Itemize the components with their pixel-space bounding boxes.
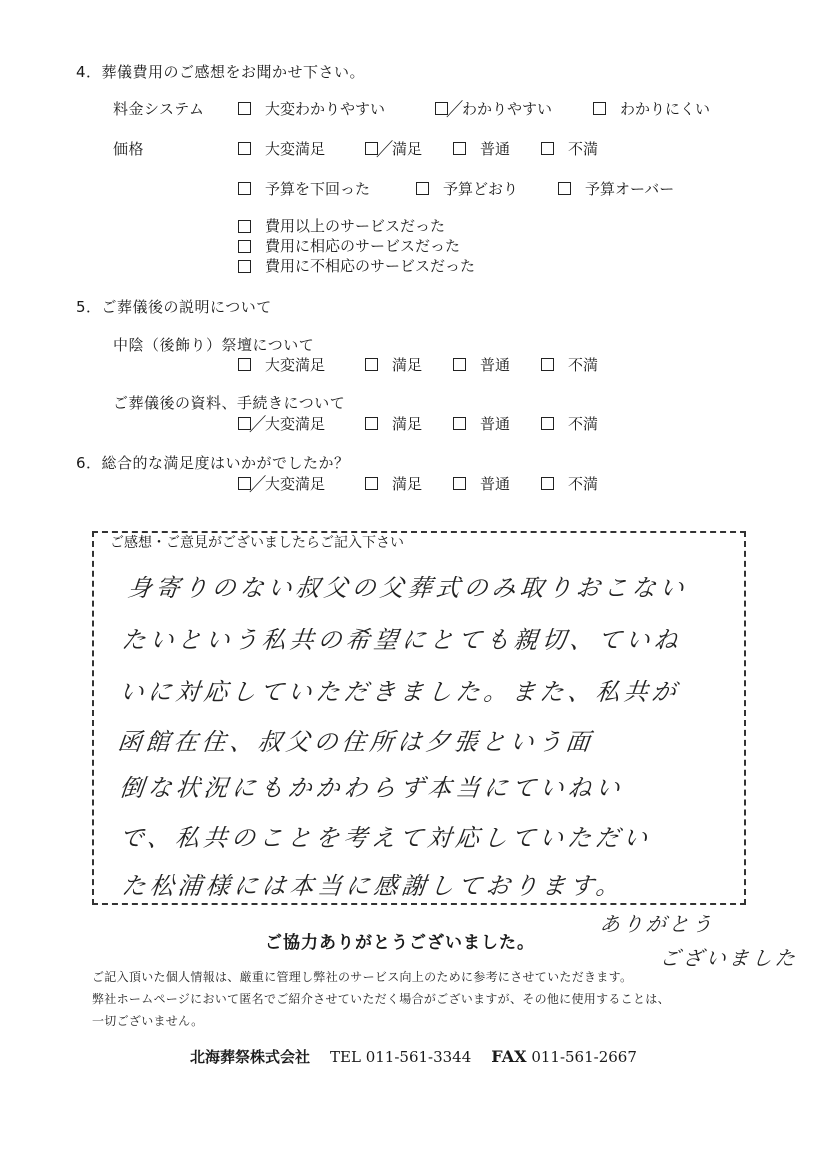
thanks-message: ご協力ありがとうございました。 — [265, 933, 535, 953]
handwritten-reply: ございました — [658, 946, 800, 970]
option-altar-very-satisfied[interactable]: 大変満足 — [238, 354, 365, 375]
privacy-note: ご記入頂いた個人情報は、厳重に管理し弊社のサービス向上のために参考にさせていただきます。 — [92, 970, 633, 984]
option-docs-satisfied[interactable]: 満足 — [365, 413, 453, 434]
handwritten-line: 函館在住、叔父の住所は夕張という面 — [116, 728, 596, 756]
footer — [190, 1046, 637, 1067]
option-overall-dissatisfied[interactable]: 不満 — [541, 473, 598, 494]
handwritten-line: いに対応していただきました。また、私共が — [118, 678, 682, 706]
comments-title: ご感想・ご意見がございましたらご記入下さい — [110, 535, 404, 551]
checkbox[interactable] — [365, 358, 378, 371]
fax-label: FAX — [491, 1047, 527, 1066]
privacy-note: 弊社ホームページにおいて匿名でご紹介させていただく場合がございますが、その他に使用することは、 — [92, 992, 670, 1006]
budget-options — [238, 178, 674, 199]
checkbox[interactable] — [453, 477, 466, 490]
checkbox[interactable] — [238, 417, 251, 430]
option-altar-normal[interactable]: 普通 — [453, 354, 541, 375]
checkbox[interactable] — [238, 142, 251, 155]
privacy-note: 一切ございません。 — [92, 1014, 204, 1028]
option-service-matching[interactable]: 費用に相応のサービスだった — [238, 236, 475, 256]
option-overall-very-satisfied[interactable]: 大変満足 — [238, 473, 365, 494]
pricing-system-label: 料金システム — [113, 100, 205, 118]
docs-label: ご葬儀後の資料、手続きについて — [113, 394, 346, 412]
q4-title: 4．葬儀費用のご感想をお聞かせ下さい。 — [76, 63, 366, 81]
option-service-below[interactable]: 費用に不相応のサービスだった — [238, 256, 475, 276]
option-overall-satisfied[interactable]: 満足 — [365, 473, 453, 494]
checkbox[interactable] — [453, 142, 466, 155]
checkbox[interactable] — [238, 358, 251, 371]
handwritten-line: 倒な状況にもかかわらず本当にていねい — [118, 774, 626, 802]
handwritten-line: 身寄りのない叔父の父葬式のみ取りおこない — [126, 574, 690, 602]
option-price-very-satisfied[interactable]: 大変満足 — [238, 138, 365, 159]
service-options — [238, 216, 475, 276]
checkbox[interactable] — [541, 477, 554, 490]
price-options — [238, 138, 598, 159]
handwritten-line: た松浦様には本当に感謝しております。 — [120, 872, 626, 900]
altar-label: 中陰（後飾り）祭壇について — [113, 336, 315, 354]
option-over-budget[interactable]: 予算オーバー — [558, 178, 674, 199]
option-pricing-easy[interactable]: わかりやすい — [435, 98, 593, 119]
checkbox[interactable] — [238, 240, 251, 253]
option-pricing-very-easy[interactable]: 大変わかりやすい — [238, 98, 435, 119]
phone-number: TEL 011-561-3344 — [330, 1048, 472, 1066]
option-docs-dissatisfied[interactable]: 不満 — [541, 413, 598, 434]
checkbox[interactable] — [453, 417, 466, 430]
option-docs-very-satisfied[interactable]: 大変満足 — [238, 413, 365, 434]
option-altar-dissatisfied[interactable]: 不満 — [541, 354, 598, 375]
option-price-normal[interactable]: 普通 — [453, 138, 541, 159]
checkbox[interactable] — [541, 358, 554, 371]
checkbox[interactable] — [238, 182, 251, 195]
q6-title: 6．総合的な満足度はいかがでしたか？ — [76, 454, 350, 472]
option-under-budget[interactable]: 予算を下回った — [238, 178, 416, 199]
checkbox[interactable] — [453, 358, 466, 371]
overall-options — [238, 473, 598, 494]
option-on-budget[interactable]: 予算どおり — [416, 178, 558, 199]
checkbox[interactable] — [541, 142, 554, 155]
checkbox[interactable] — [365, 477, 378, 490]
option-service-above[interactable]: 費用以上のサービスだった — [238, 216, 475, 236]
altar-options — [238, 354, 598, 375]
handwritten-line: で、私共のことを考えて対応していただい — [118, 824, 653, 852]
checkbox[interactable] — [238, 260, 251, 273]
checkbox[interactable] — [238, 102, 251, 115]
price-label: 価格 — [113, 140, 145, 158]
q5-title: 5．ご葬儀後の説明について — [76, 298, 272, 316]
checkbox[interactable] — [238, 220, 251, 233]
option-pricing-hard[interactable]: わかりにくい — [593, 98, 710, 119]
docs-options — [238, 413, 598, 434]
checkbox[interactable] — [593, 102, 606, 115]
checkbox[interactable] — [435, 102, 448, 115]
fax-number — [491, 1047, 637, 1066]
option-overall-normal[interactable]: 普通 — [453, 473, 541, 494]
checkbox[interactable] — [416, 182, 429, 195]
handwritten-reply: ありがとう — [598, 912, 717, 936]
checkbox[interactable] — [365, 142, 378, 155]
option-docs-normal[interactable]: 普通 — [453, 413, 541, 434]
option-altar-satisfied[interactable]: 満足 — [365, 354, 453, 375]
company-name: 北海葬祭株式会社 — [190, 1048, 311, 1066]
checkbox[interactable] — [558, 182, 571, 195]
checkbox[interactable] — [238, 477, 251, 490]
fax-value: 011-561-2667 — [531, 1048, 637, 1066]
option-price-satisfied[interactable]: 満足 — [365, 138, 453, 159]
checkbox[interactable] — [541, 417, 554, 430]
checkbox[interactable] — [365, 417, 378, 430]
pricing-system-options — [238, 98, 710, 119]
handwritten-line: たいという私共の希望にとても親切、ていね — [120, 626, 684, 654]
option-price-dissatisfied[interactable]: 不満 — [541, 138, 598, 159]
